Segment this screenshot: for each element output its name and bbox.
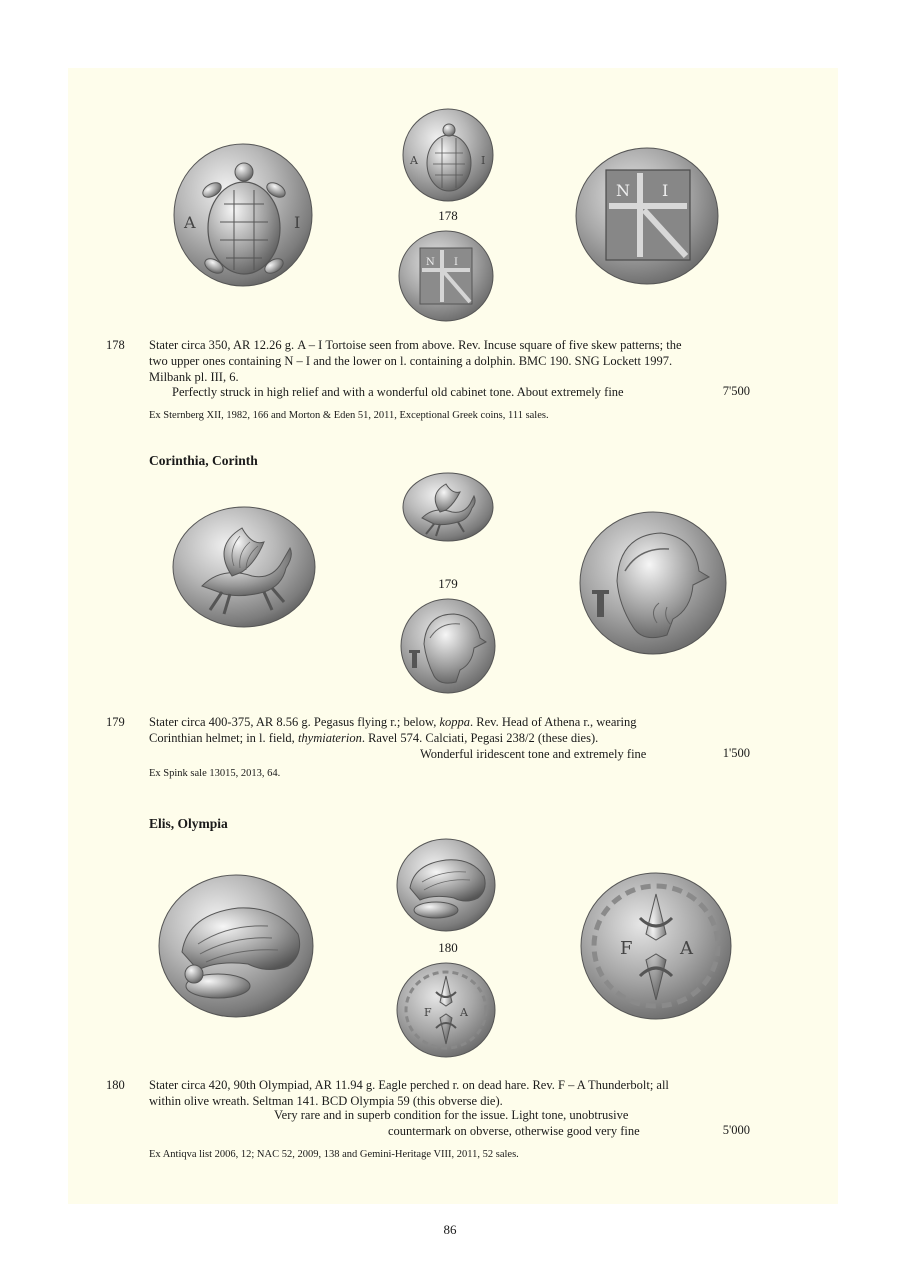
alpha-letter-rev-small: Α [460, 1006, 468, 1019]
lot-description-line: two upper ones containing Ν – Ι and the lower on l. containing a dolphin. BMC 190. SNG Lockett 1997. [149, 354, 673, 368]
alpha-letter: Α [184, 213, 196, 232]
lot-178-price: 7'500 [722, 384, 750, 398]
iota-letter-small: Ι [481, 154, 486, 167]
lot-180-condition-line: Very rare and in superb condition for the issue. Light tone, unobtrusive [274, 1108, 629, 1122]
lot-180-condition-line: countermark on obverse, otherwise good very fine [388, 1124, 640, 1138]
lot-180-obverse-small-coin-image [396, 838, 496, 932]
lot-178-provenance: Ex Sternberg XII, 1982, 166 and Morton & Eden 51, 2011, Exceptional Greek coins, 111 sales. [149, 410, 549, 421]
lot-description-line: Stater circa 420, 90th Olympiad, AR 11.94 g. Eagle perched r. on dead hare. Rev. F – A Thunderbolt; all [149, 1078, 669, 1092]
lot-number: 180 [106, 1078, 125, 1092]
iota-letter-rev-small: Ι [454, 257, 458, 268]
thymiaterion-term: thymiaterion [297, 731, 362, 745]
lot-179-obverse-small-coin-image [402, 472, 494, 542]
lot-179-condition: Wonderful iridescent tone and extremely fine [420, 747, 647, 761]
alpha-letter-rev: Α [680, 938, 693, 959]
section-heading-corinth: Corinthia, Corinth [149, 453, 258, 468]
lot-178-obverse-large-coin-image [172, 142, 314, 288]
lot-178-image-number: 178 [438, 208, 458, 223]
lot-179-price: 1'500 [722, 746, 750, 760]
lot-180-price: 5'000 [722, 1123, 750, 1137]
lot-description-line: Stater circa 350, AR 12.26 g. Α – Ι Tortoise seen from above. Rev. Incuse square of five skew patterns; the [149, 338, 682, 352]
iota-letter: Ι [294, 213, 301, 232]
iota-letter-rev: Ι [662, 181, 669, 200]
section-heading-olympia: Elis, Olympia [149, 816, 228, 831]
digamma-letter-small: F [424, 1006, 432, 1019]
lot-description-line: Milbank pl. III, 6. [149, 370, 239, 384]
lot-179-reverse-large-coin-image [579, 511, 727, 655]
lot-178-reverse-small-coin-image [398, 230, 494, 322]
lot-180-image-number: 180 [438, 940, 458, 955]
lot-description-line: Stater circa 400-375, AR 8.56 g. Pegasus flying r.; below, koppa. Rev. Head of Athena r., wearing [149, 715, 637, 729]
page-number: 86 [443, 1222, 457, 1237]
lot-178-obverse-small-coin-image [402, 108, 494, 202]
lot-180-obverse-large-coin-image [158, 874, 314, 1018]
digamma-letter: F [620, 938, 633, 959]
lot-180-provenance: Ex Antiqva list 2006, 12; NAC 52, 2009, 138 and Gemini-Heritage VIII, 2011, 52 sales. [149, 1149, 519, 1160]
lot-179-reverse-small-coin-image [400, 598, 496, 694]
lot-description-line: Corinthian helmet; in l. field, thymiaterion. Ravel 574. Calciati, Pegasi 238/2 (these dies). [149, 731, 599, 745]
lot-number: 178 [106, 338, 125, 352]
alpha-letter-small: Α [410, 154, 418, 167]
nu-letter: Ν [616, 181, 630, 200]
koppa-term: koppa [439, 715, 471, 729]
lot-178-condition: Perfectly struck in high relief and with a wonderful old cabinet tone. About extremely fine [172, 385, 624, 399]
lot-180-reverse-large-coin-image [580, 872, 732, 1020]
lot-179-provenance: Ex Spink sale 13015, 2013, 64. [149, 768, 281, 779]
lot-number: 179 [106, 715, 125, 729]
lot-179-obverse-large-coin-image [172, 506, 316, 628]
lot-179-image-number: 179 [438, 576, 458, 591]
lot-178-reverse-large-coin-image [574, 146, 720, 286]
lot-180-reverse-small-coin-image [396, 962, 496, 1058]
lot-description-line: within olive wreath. Seltman 141. BCD Olympia 59 (this obverse die). [149, 1094, 503, 1108]
nu-letter-small: Ν [426, 257, 435, 268]
